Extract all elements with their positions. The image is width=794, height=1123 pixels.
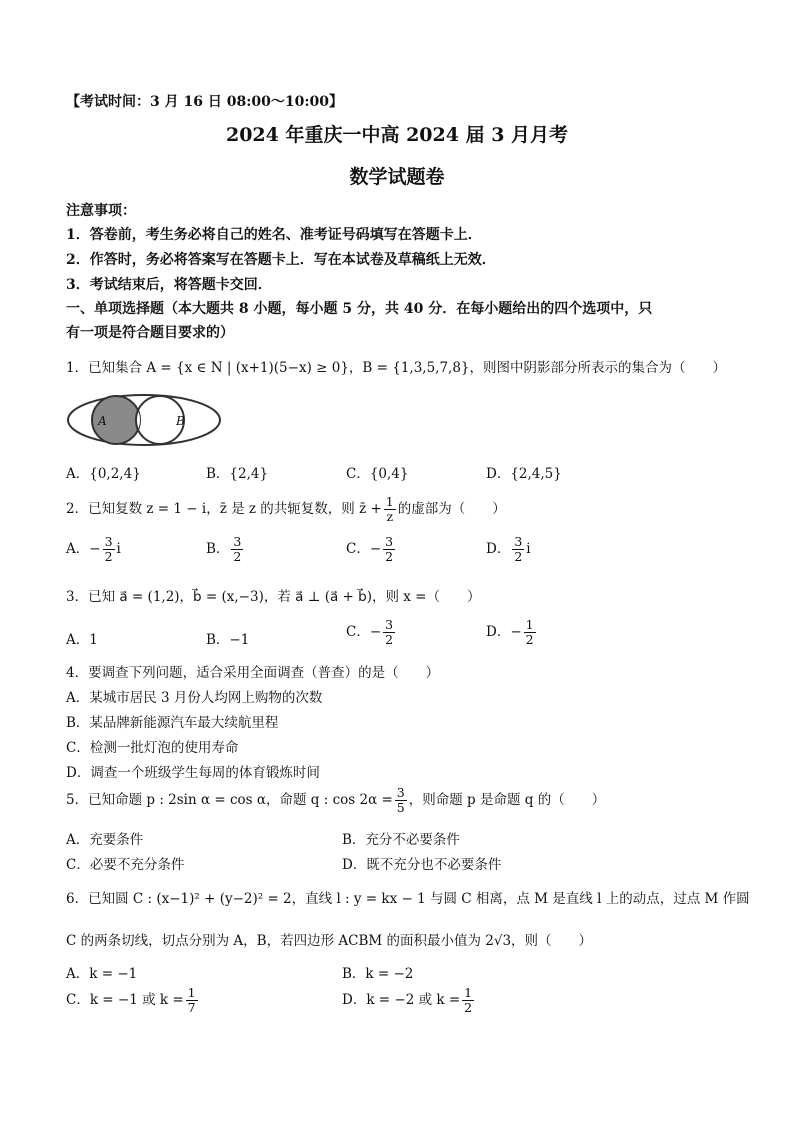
- q5-option-d: D．既不充分也不必要条件: [342, 857, 502, 873]
- q3-option-a: A．1: [66, 632, 98, 648]
- q1-stem: 1．已知集合 A = {x ∈ N | (x+1)(5−x) ≥ 0}，B = {1,3,5,7,8}，则图中阴影部分所表示的集合为（ ）: [66, 360, 727, 376]
- exam-time-header: 【考试时间：3 月 16 日 08:00～10:00】: [66, 94, 343, 110]
- q2-stem-pre: 2．已知复数 z = 1 − i，z̄ 是 z 的共轭复数，则 z̄ +: [66, 501, 382, 517]
- q6-option-a: A．k = −1: [66, 966, 138, 982]
- q5-fraction: $\frac{3}{5}$: [396, 785, 405, 815]
- exam-subtitle: 数学试题卷: [349, 166, 445, 188]
- venn-label-a: A: [98, 414, 107, 428]
- q2-option-a: A．− $\frac{3}{2}$ i: [66, 534, 121, 564]
- notes-item-1: 1．答卷前，考生务必将自己的姓名、准考证号码填写在答题卡上．: [66, 227, 482, 243]
- q2-fraction: $\frac{1}{z}$: [385, 494, 394, 524]
- q3-option-b: B．−1: [206, 632, 250, 648]
- q4-option-b: B．某品牌新能源汽车最大续航里程: [66, 715, 279, 731]
- q5-option-c: C．必要不充分条件: [66, 857, 185, 873]
- q1-option-d: D．{2,4,5}: [486, 466, 562, 482]
- q4-stem: 4．要调查下列问题，适合采用全面调查（普查）的是（ ）: [66, 665, 440, 681]
- q2-stem: [66, 495, 506, 524]
- section1-line2: 有一项是符合题目要求的）: [66, 325, 234, 341]
- q2-option-c: C．− $\frac{3}{2}$: [346, 534, 394, 564]
- q3-stem: 3．已知 a⃗ = (1,2)，b⃗ = (x,−3)，若 a⃗ ⊥ (a⃗ + b⃗)，则 x =（ ）: [66, 589, 481, 605]
- q1-option-b: B．{2,4}: [206, 466, 269, 482]
- q2-option-d: D． $\frac{3}{2}$ i: [486, 534, 531, 564]
- q4-option-a: A．某城市居民 3 月份人均网上购物的次数: [66, 690, 323, 706]
- q6-option-d: D．k = −2 或 k = $\frac{1}{2}$: [342, 985, 473, 1015]
- section1-line1: 一、单项选择题（本大题共 8 小题，每小题 5 分，共 40 分．在每小题给出的四个选项中，只: [66, 301, 653, 317]
- q2-stem-post: 的虚部为（ ）: [397, 501, 506, 517]
- exam-title: 2024 年重庆一中高 2024 届 3 月月考: [225, 124, 569, 146]
- q5-option-b: B．充分不必要条件: [342, 832, 460, 848]
- q1-option-a: A．{0,2,4}: [66, 466, 141, 482]
- q4-option-d: D．调查一个班级学生每周的体育锻炼时间: [66, 765, 320, 781]
- q3-option-d: D．− $\frac{1}{2}$: [486, 617, 534, 647]
- q1-option-c: C．{0,4}: [346, 466, 409, 482]
- q4-option-c: C．检测一批灯泡的使用寿命: [66, 740, 239, 756]
- venn-diagram: [64, 392, 224, 452]
- q3-option-c: C．− $\frac{3}{2}$: [346, 617, 394, 647]
- q6-option-c: C．k = −1 或 k = $\frac{1}{7}$: [66, 985, 196, 1015]
- venn-label-b: B: [176, 414, 185, 428]
- notes-item-3: 3．考试结束后，将答题卡交回．: [66, 277, 272, 293]
- q6-stem-line2: C 的两条切线，切点分别为 A，B，若四边形 ACBM 的面积最小值为 2√3，则（ ）: [66, 933, 593, 949]
- q2-option-b: B． $\frac{3}{2}$: [206, 534, 242, 564]
- q6-stem-line1: 6．已知圆 C : (x−1)² + (y−2)² = 2，直线 l : y = kx − 1 与圆 C 相离，点 M 是直线 l 上的动点，过点 M 作圆: [66, 891, 750, 907]
- q6-option-b: B．k = −2: [342, 966, 414, 982]
- notes-heading: 注意事项：: [66, 203, 136, 219]
- q5-option-a: A．充要条件: [66, 832, 144, 848]
- notes-item-2: 2．作答时，务必将答案写在答题卡上．写在本试卷及草稿纸上无效．: [66, 252, 496, 268]
- q5-stem: 5．已知命题 p : 2sin α = cos α，命题 q : cos 2α = $\frac{3}{5}$ ，则命题 p 是命题 q 的（ ）: [66, 785, 606, 815]
